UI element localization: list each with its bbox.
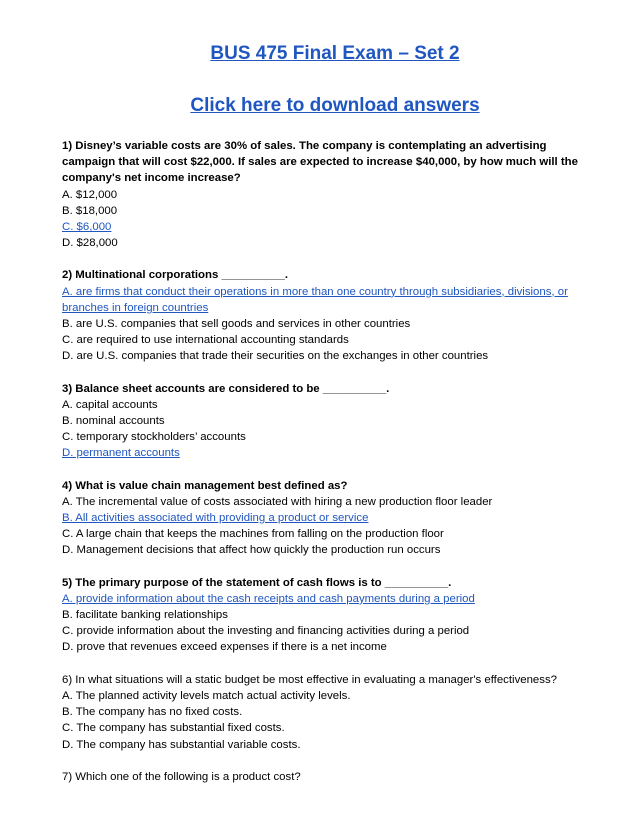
option-a: A. The incremental value of costs associated with hiring a new production floor leader bbox=[62, 495, 493, 508]
option-b-answer: B. All activities associated with providing a product or service bbox=[62, 512, 369, 525]
download-answers-link[interactable]: Click here to download answers bbox=[190, 95, 480, 116]
option-b: B. $18,000 bbox=[62, 204, 118, 217]
option-c: C. are required to use international accounting standards bbox=[62, 334, 349, 347]
option-b: B. nominal accounts bbox=[62, 415, 165, 428]
question-1 bbox=[62, 138, 588, 251]
question-2 bbox=[62, 267, 588, 364]
option-a: A. capital accounts bbox=[62, 398, 158, 411]
question-list bbox=[62, 138, 588, 785]
question-text: 2) Multinational corporations __________. bbox=[62, 269, 288, 282]
option-d: D. $28,000 bbox=[62, 237, 118, 250]
question-7 bbox=[62, 769, 588, 785]
option-c: C. provide information about the investing and financing activities during a period bbox=[62, 625, 470, 638]
option-d: D. The company has substantial variable costs. bbox=[62, 738, 301, 751]
option-a: A. The planned activity levels match actual activity levels. bbox=[62, 689, 351, 702]
question-text: 7) Which one of the following is a product cost? bbox=[62, 770, 301, 783]
question-text: 3) Balance sheet accounts are considered to be __________. bbox=[62, 382, 390, 395]
question-text: 5) The primary purpose of the statement of cash flows is to __________. bbox=[62, 576, 452, 589]
question-3 bbox=[62, 381, 588, 462]
question-6 bbox=[62, 672, 588, 753]
option-b: B. facilitate banking relationships bbox=[62, 609, 228, 622]
option-c-answer: C. $6,000 bbox=[62, 221, 112, 234]
question-text: 1) Disney’s variable costs are 30% of sales. The company is contemplating an advertising campaign that will cost $22,000. If sales are expected to increase $40,000, by how much will the company's net income increase? bbox=[62, 140, 578, 185]
option-a-answer: A. are firms that conduct their operations in more than one country through subsidiaries, divisions, or branches in foreign countries bbox=[62, 285, 568, 314]
question-4 bbox=[62, 478, 588, 559]
option-a: A. $12,000 bbox=[62, 188, 118, 201]
option-d-answer: D. permanent accounts bbox=[62, 447, 180, 460]
option-d: D. are U.S. companies that trade their securities on the exchanges in other countries bbox=[62, 350, 489, 363]
question-5 bbox=[62, 575, 588, 656]
page-title: BUS 475 Final Exam – Set 2 bbox=[210, 43, 460, 64]
option-c: C. The company has substantial fixed costs. bbox=[62, 722, 285, 735]
option-c: C. temporary stockholders’ accounts bbox=[62, 431, 246, 444]
option-a-answer: A. provide information about the cash receipts and cash payments during a period bbox=[62, 592, 475, 605]
option-c: C. A large chain that keeps the machines from falling on the production floor bbox=[62, 528, 444, 541]
option-d: D. prove that revenues exceed expenses if there is a net income bbox=[62, 641, 387, 654]
option-d: D. Management decisions that affect how quickly the production run occurs bbox=[62, 544, 441, 557]
option-b: B. The company has no fixed costs. bbox=[62, 706, 243, 719]
option-b: B. are U.S. companies that sell goods and services in other countries bbox=[62, 318, 411, 331]
question-text: 4) What is value chain management best defined as? bbox=[62, 479, 348, 492]
question-text: 6) In what situations will a static budget be most effective in evaluating a manager's effectiveness? bbox=[62, 673, 557, 686]
